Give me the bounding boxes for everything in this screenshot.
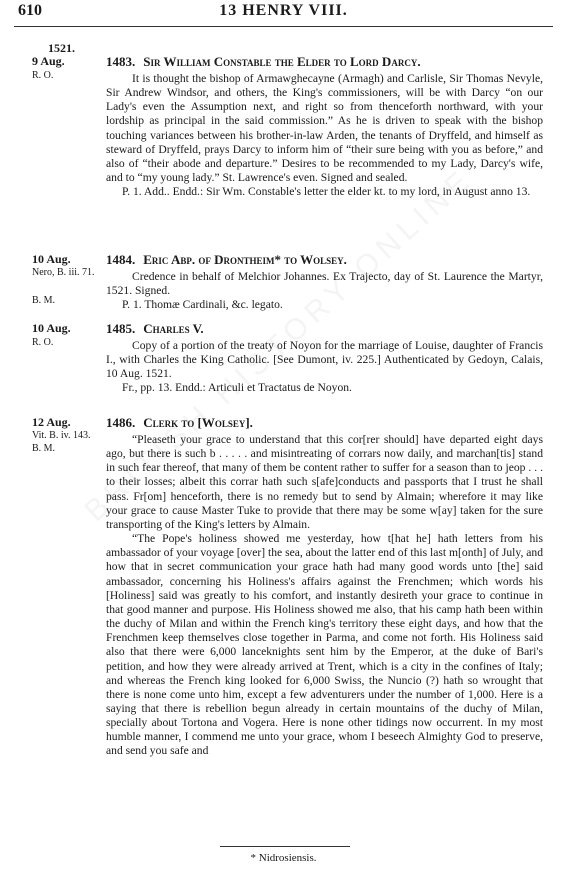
entry-number: 1485. <box>106 321 136 336</box>
entry-source: Vit. B. iv. 143. <box>32 430 91 441</box>
entry-heading <box>106 54 549 69</box>
entry-body <box>106 433 543 759</box>
year-label: 1521. <box>48 41 75 55</box>
entry-date: 12 Aug. <box>32 415 71 429</box>
entry-body <box>106 72 543 199</box>
footnote-rule <box>220 846 350 847</box>
running-title: 13 HENRY VIII. <box>219 2 348 19</box>
entry-source: R. O. <box>32 337 54 348</box>
entry-number: 1486. <box>106 415 136 430</box>
footnote: * Nidrosiensis. <box>250 852 317 864</box>
entry-paragraph: Copy of a portion of the treaty of Noyon for the marriage of Louise, daughter of Francis I., with Charles the King Catholic. [See Dumont, iv. 225.] Authenticated by Gedoyn, Calais, 10 Aug. 1521. <box>106 339 543 381</box>
entry-paragraph: “Pleaseth your grace to understand that this cor[rer should] have departed eight days ago, but there is such b . . . . . and misintreating of corrars now daily, and marchan[tis] stand in such fear thereof, that many of them be content rather to suffer for a season than to jeop . . . to their losses; albeit this corrar hath such s[afe]conducts and passports that I trust he shall pass. Fr[om] henceforth, there is no remedy but to send by Almain; wherefore it may like your grace to cause Master Tuke to provide that there may be some w[ay] taken for the sure transporting of the King's letters by Almain. <box>106 433 543 531</box>
running-header <box>18 2 549 24</box>
entry-title: Sir William Constable the Elder to Lord Darcy. <box>143 54 421 69</box>
header-rule <box>14 26 553 27</box>
entry-number: 1483. <box>106 54 136 69</box>
entry-heading <box>106 415 549 430</box>
entry-body <box>106 270 543 312</box>
entry-number: 1484. <box>106 252 136 267</box>
entry-source: Nero, B. iii. 71. <box>32 267 95 278</box>
entry-paragraph: Credence in behalf of Melchior Johannes. Ex Trajecto, day of St. Laurence the Martyr, 1521. Signed. <box>106 270 543 298</box>
entry-body <box>106 339 543 396</box>
entry-heading <box>106 252 549 267</box>
entry-source: R. O. <box>32 70 54 81</box>
entry-title: Eric Abp. of Drontheim* to Wolsey. <box>143 252 347 267</box>
entry-date: 10 Aug. <box>32 252 71 266</box>
entry-note: Fr., pp. 13. Endd.: Articuli et Tractatus de Noyon. <box>122 381 352 395</box>
entry-heading <box>106 321 549 336</box>
entry-source-secondary: B. M. <box>32 443 56 454</box>
entry-paragraph: “The Pope's holiness showed me yesterday, how t[hat he] hath letters from his ambassador of your voyage [over] the sea, about the latter end of this last m[onth] of July, and how that in secret communication your grace hath had many good words unto [the] said ambassador, concerning his Holiness's affairs against the Frenchmen; which words his [Holiness] said was greatly to his comfort, and instantly desireth your grace to continue in that good manner and purpose. His Holiness showed me also, that his camp hath been within the duchy of Milan and within the French king's territory these eight days, and how that the Frenchmen keep themselves close together in Parma, and come not forth. His Holiness said also that there were 6,000 lanceknights sent him by the Emperor, at the duke of Bari's petition, and how they were already arrived at Trent, which is a city in the confines of Italy; and whereas the French king looked for 6,000 Swiss, the Nuncio (?) hath so wrought that there is none come unto him, except a few adventurers under the number of 1,000. Here is a saying that there is rebellion begun already in certain mountains of the duchy of Milan, specially about Tortona and Vogera. Here is none other tidings now occurrent. In my most humble manner, I commend me unto your grace, whom I beseech Almighty God to preserve, and send you safe and <box>106 532 543 758</box>
entry-note: P. 1. Add.. Endd.: Sir Wm. Constable's letter the elder kt. to my lord, in August anno 13. <box>122 185 531 199</box>
entry-source-secondary: B. M. <box>32 295 56 306</box>
entry-paragraph: It is thought the bishop of Armawghecayne (Armagh) and Carlisle, Sir Thomas Nevyle, Sir Andrew Windsor, and others, the King's commissioners, will be with Darcy “on our Lady's even the Assumption next, and right so from thenceforth northward, with your lordship as principal in the said commission.” As he is driven to speak with the bishop touching variances between his brother-in-law Arden, the tenants of Dryffeld, and himself as steward of Dryffeld, prays Darcy to inform him of “their sure being with you as before,” and also of “their abode and departure.” Desires to be recommended to my Lady, Darcy's wife, and to “my young lady.” St. Lawrence's even. Signed and sealed. <box>106 72 543 185</box>
entry-date: 9 Aug. <box>32 54 65 68</box>
entry-date: 10 Aug. <box>32 321 71 335</box>
entry-title: Clerk to [Wolsey]. <box>143 415 253 430</box>
entry-title: Charles V. <box>143 321 204 336</box>
page-number: 610 <box>18 2 42 19</box>
entry-note: P. 1. Thomæ Cardinali, &c. legato. <box>122 298 283 312</box>
